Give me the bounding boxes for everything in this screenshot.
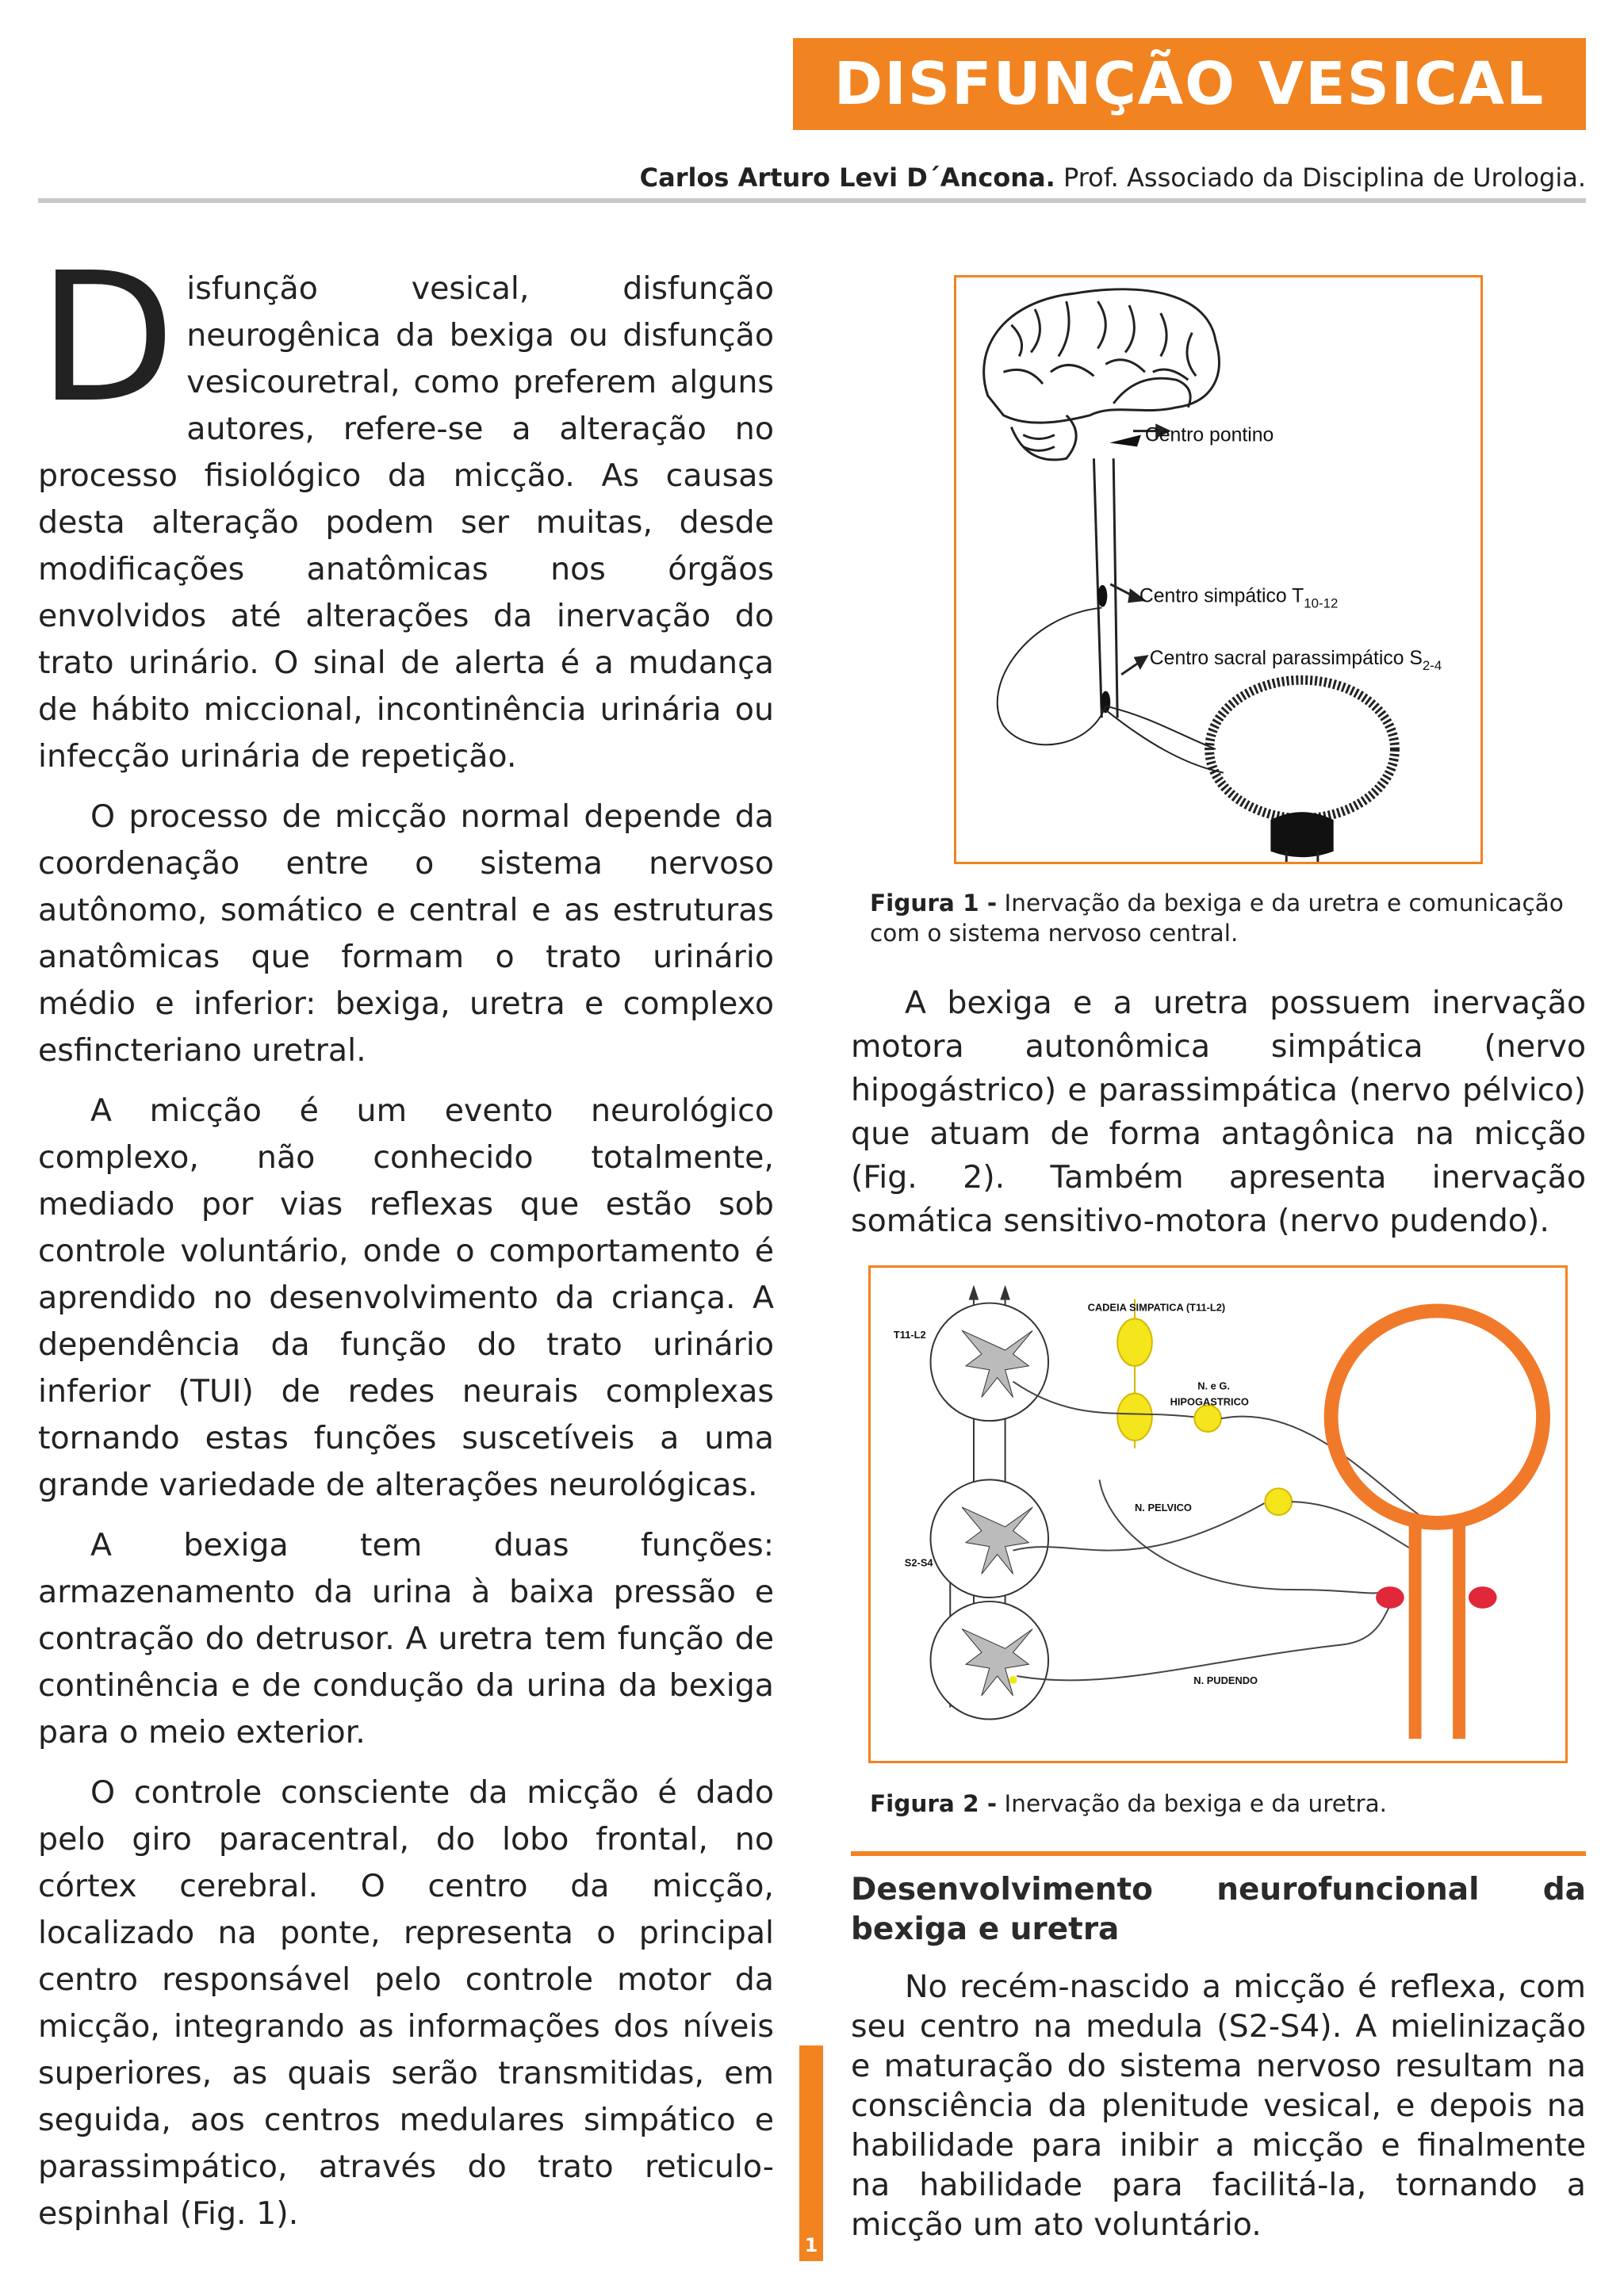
figure-1-caption: [870, 888, 1584, 948]
author-line: [0, 163, 1586, 193]
spinal-section-upper: [930, 1303, 1048, 1422]
sympathetic-center-mark: [1097, 585, 1107, 607]
right-paragraph-1: A bexiga e a uretra possuem inervação motora autonômica simpática (nervo hipogástrico) e parassimpática (nervo pélvico) que atuam de forma antagônica na micção (Fig. 2). Também apresenta inervação somática sensitivo-motora (nervo pudendo).: [851, 985, 1586, 1239]
figure-2-caption: [870, 1789, 1584, 1819]
label-pudendal: N. PUDENDO: [1193, 1674, 1258, 1686]
label-hypogastric-1: N. e G.: [1197, 1380, 1230, 1392]
figure-2-illustration: [871, 1268, 1565, 1761]
section-heading-line-2: bexiga e uretra: [851, 1911, 1120, 1947]
nerve-connections: [1013, 1382, 1437, 1681]
nerve-loop: [998, 608, 1106, 745]
label-pelvic: N. PELVICO: [1135, 1502, 1192, 1514]
paragraph-2: O processo de micção normal depende da coordenação entre o sistema nervoso autônomo, somático e central e as estruturas anatômicas que formam o trato urinário médio e inferior: bexiga, uretra e complexo esfincteriano uretral.: [38, 798, 774, 1069]
figure-1-caption-label: Figura 1 -: [870, 890, 998, 916]
section-heading: [851, 1870, 1586, 1950]
paragraph-1: [38, 235, 774, 780]
svg-text:Centro sacral parassimpático S: [1150, 648, 1442, 673]
figure-1-caption-text: Inervação da bexiga e da uretra e comunicação com o sistema nervoso central.: [870, 890, 1564, 947]
page-number: 1: [804, 2234, 818, 2256]
label-sympathetic: Centro simpático T: [1139, 585, 1304, 607]
right-paragraph-2: No recém-nascido a micção é reflexa, com seu centro na medula (S2-S4). A mielinização e maturação do sistema nervoso resultam na consciência da plenitude vesical, e depois na habilidade para inibir a micção e finalmente na habilidade para facilitá-la, tornando a micção um ato voluntário.: [851, 1969, 1586, 2243]
sacral-center-mark: [1101, 691, 1110, 714]
section-divider: [851, 1851, 1586, 1856]
label-sacral: Centro sacral parassimpático S: [1149, 647, 1423, 669]
section-heading-line-1: Desenvolvimento neurofuncional da: [851, 1872, 1586, 1908]
figure-1-illustration: [956, 277, 1480, 862]
spinal-section-middle: [930, 1479, 1048, 1598]
title-banner: [793, 38, 1586, 130]
paragraph-5: O controle consciente da micção é dado pelo giro paracentral, do lobo frontal, no córtex cerebral. O centro da micção, localizado na ponte, representa o principal centro responsável pelo controle motor da micção, integrando as informações dos níveis superiores, as quais serão transmitidas, em seguida, aos centros medulares simpático e parassimpático, através do trato reticulo-espinhal (Fig. 1).: [38, 1774, 774, 2232]
figure-2-caption-label: Figura 2 -: [870, 1790, 998, 1817]
author-name: Carlos Arturo Levi D´Ancona.: [639, 163, 1055, 193]
left-column: [38, 235, 774, 2251]
page-tab: [799, 2045, 823, 2261]
label-pontine: Centro pontino: [1144, 424, 1274, 446]
paragraph-1-text: isfunção vesical, disfunção neurogênica da bexiga ou disfunção vesicouretral, como preferem alguns autores, refere-se a alteração no processo fisiológico da micção. As causas desta alteração podem ser muitas, desde modificações anatômicas nos órgãos envolvidos até alterações da inervação do trato urinário. O sinal de alerta é a mudança de hábito miccional, incontinência urinária ou infecção urinária de repetição.: [38, 270, 774, 775]
svg-text:Centro simpático T10-12: [1139, 586, 1338, 611]
paragraph-4: A bexiga tem duas funções: armazenamento da urina à baixa pressão e contração do detrusor. A uretra tem função de continência e de condução da urina da bexiga para o meio exterior.: [38, 1527, 774, 1751]
label-t11: T11-L2: [893, 1329, 926, 1341]
page-title: DISFUNÇÃO VESICAL: [833, 50, 1545, 118]
figure-2: [868, 1265, 1568, 1763]
label-sacral-sub: 2-4: [1422, 657, 1442, 673]
paragraph-3: A micção é um evento neurológico complexo, não conhecido totalmente, mediado por vias reflexas que estão sob controle voluntário, onde o comportamento é aprendido no desenvolvimento da criança. A dependência da função do trato urinário inferior (TUI) de redes neurais complexas tornando estas funções suscetíveis a uma grande variedade de alterações neurológicas.: [38, 1093, 774, 1503]
label-sympathetic-sub: 10-12: [1304, 595, 1339, 611]
arrows: [1110, 426, 1168, 675]
pontine-marker: [1109, 435, 1141, 447]
author-role: Prof. Associado da Disciplina de Urologia.: [1063, 163, 1586, 193]
header-divider: [38, 198, 1586, 203]
bladder-icon: [1331, 1311, 1543, 1739]
label-hypogastric-2: HIPOGASTRICO: [1170, 1395, 1249, 1408]
label-s2s4: S2-S4: [904, 1556, 933, 1569]
figure-2-caption-text: Inervação da bexiga e da uretra.: [1004, 1790, 1388, 1817]
label-chain: CADEIA SIMPATICA (T11-L2): [1087, 1301, 1226, 1314]
spinal-section-lower: [930, 1601, 1048, 1720]
figure-1: [954, 275, 1483, 864]
drop-cap: D: [38, 235, 176, 442]
bladder-icon: [1209, 680, 1395, 862]
